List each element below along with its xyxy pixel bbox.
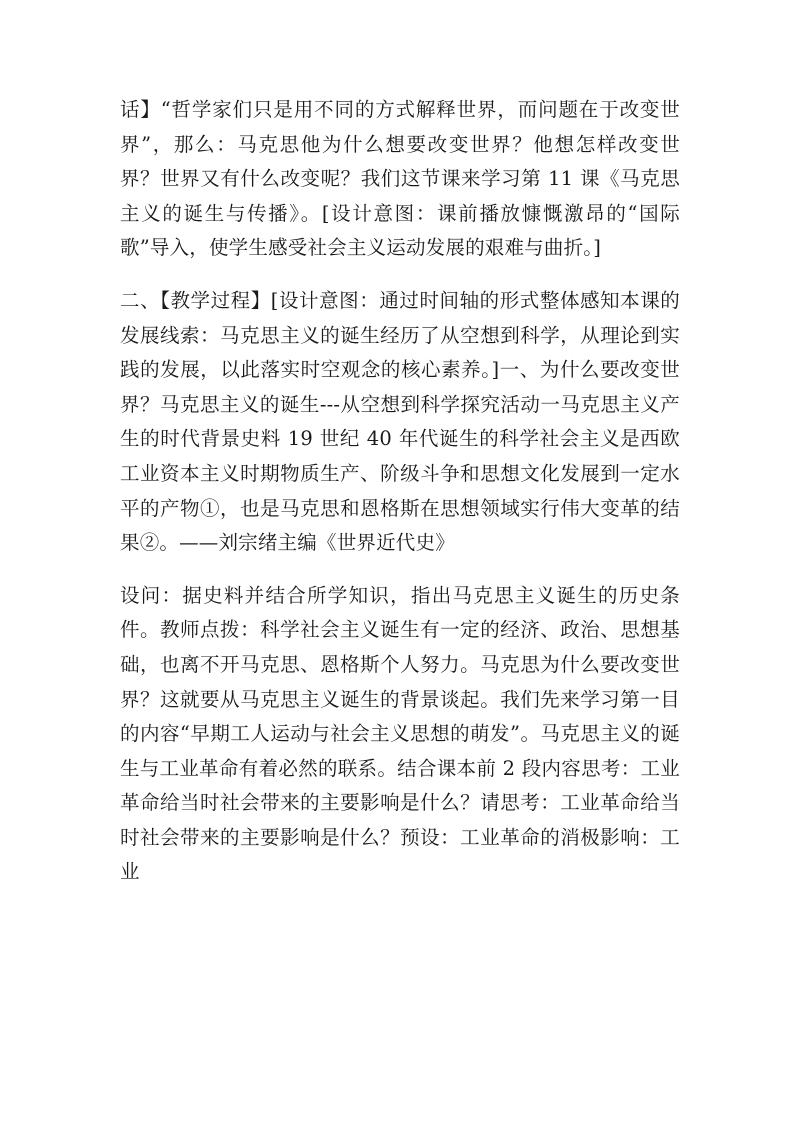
paragraph-question: 设问：据史料并结合所学知识，指出马克思主义诞生的历史条件。教师点拨：科学社会主义诞生有一定的经济、政治、思想基础，也离不开马克思、恩格斯个人努力。马克思为什么要改变世界？这就要从马克思主义诞生的背景谈起。我们先来学习第一目的内容“早期工人运动与社会主义思想的萌发”。马克思主义的诞生与工业革命有着必然的联系。结合课本前 2 段内容思考：工业革命给当时社会带来的主要影响是什么？请思考：工业革命给当时社会带来的主要影响是什么？预设：工业革命的消极影响：工业 — [120, 583, 680, 884]
paragraph-intro: 话】“哲学家们只是用不同的方式解释世界，而问题在于改变世界”，那么：马克思他为什么想要改变世界？他想怎样改变世界？世界又有什么改变呢？我们这节课来学习第 11 课《马克思主义的诞生与传播》。[设计意图：课前播放慷慨激昂的“国际歌”导入，使学生感受社会主义运动发展的艰难与曲折。] — [120, 98, 680, 260]
document-body — [120, 93, 680, 908]
paragraph-teaching-process: 二、【教学过程】[设计意图：通过时间轴的形式整体感知本课的发展线索：马克思主义的诞生经历了从空想到科学，从理论到实践的发展，以此落实时空观念的核心素养。]一、为什么要改变世界？马克思主义的诞生---从空想到科学探究活动一马克思主义产生的时代背景史料 19 世纪 40 年代诞生的科学社会主义是西欧工业资本主义时期物质生产、阶级斗争和思想文化发展到一定水平的产物①，也是马克思和恩格斯在思想领域实行伟大变革的结果②。——刘宗绪主编《世界近代史》 — [120, 288, 680, 555]
